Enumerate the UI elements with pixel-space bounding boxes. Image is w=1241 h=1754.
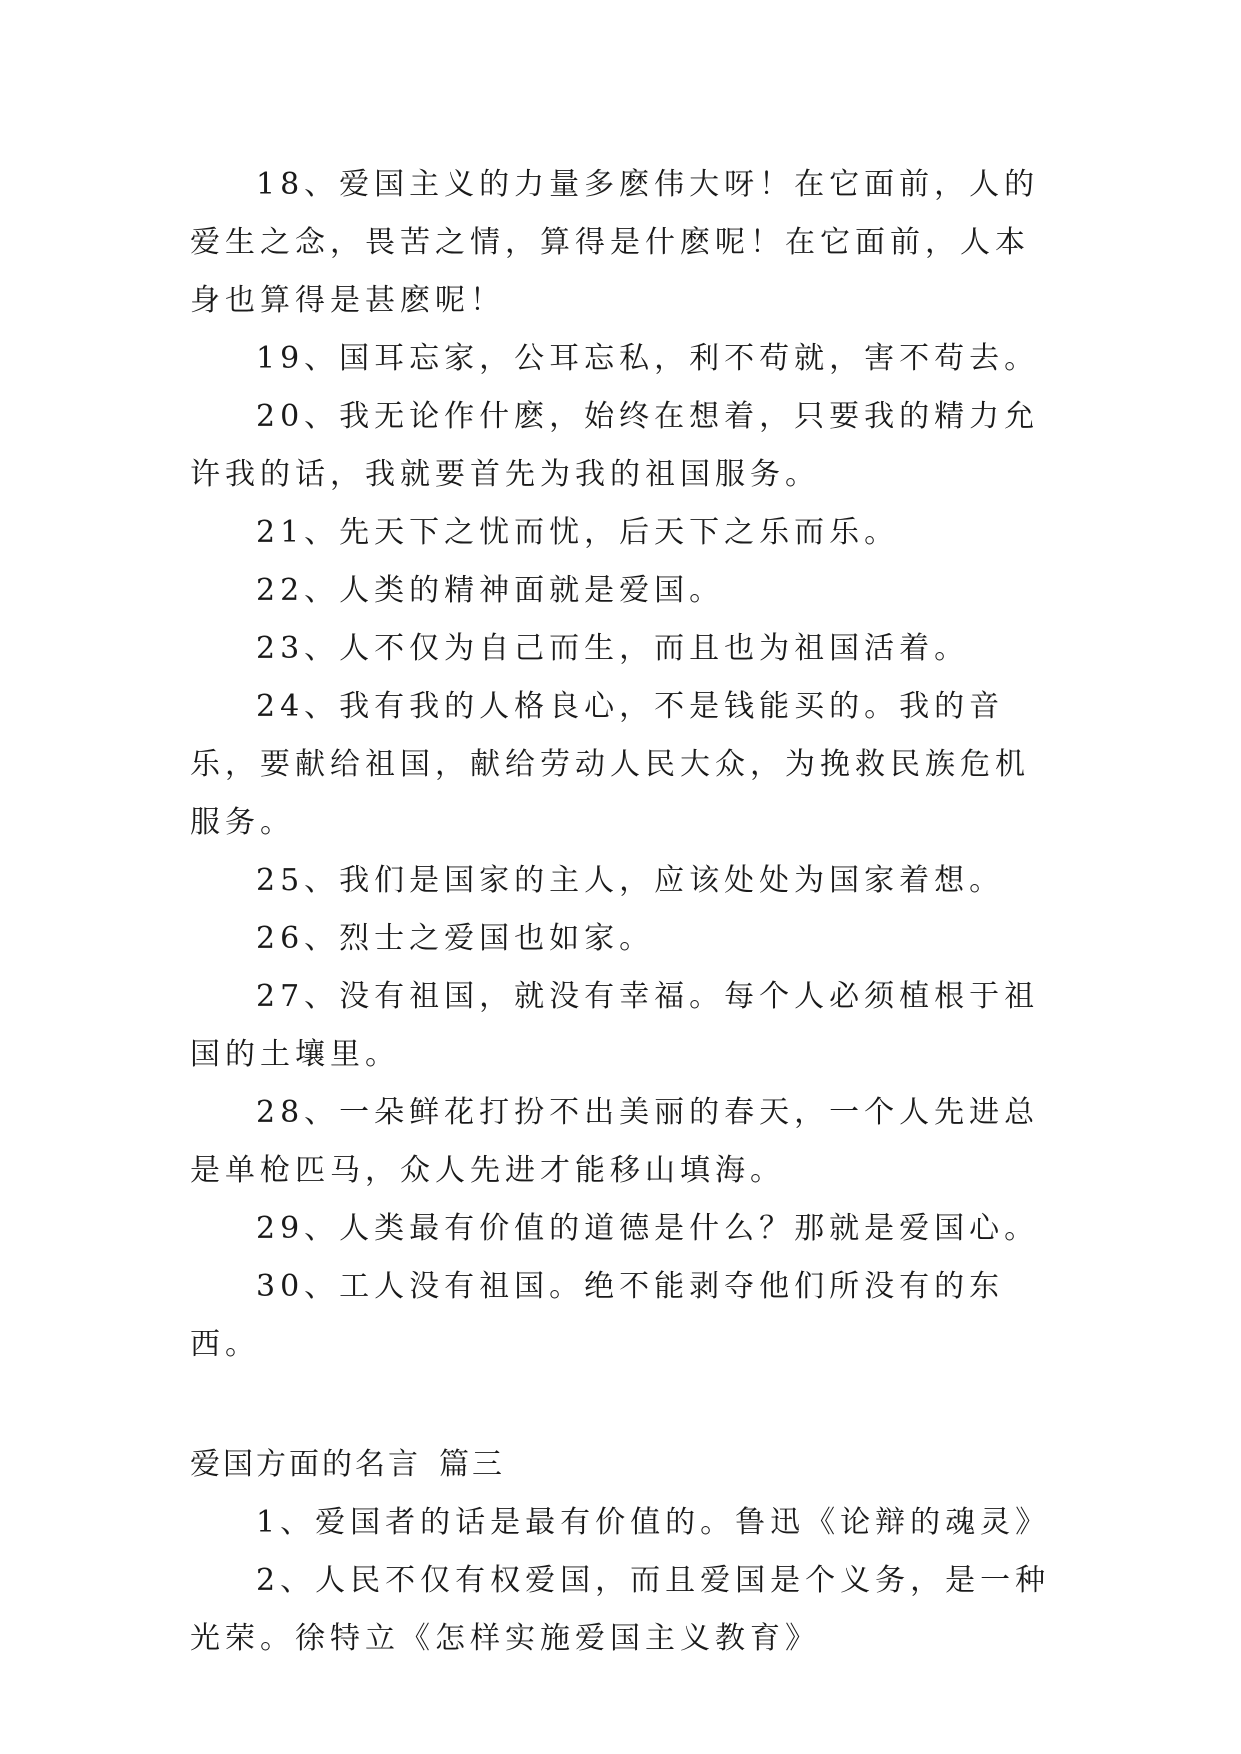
quote-26: 26、烈士之爱国也如家。 [256,921,655,956]
quote-21: 21、先天下之忧而忧，后天下之乐而乐。 [256,515,900,550]
quote-28: 28、一朵鲜花打扮不出美丽的春天，一个人先进总是单枪匹马，众人先进才能移山填海。 [190,1095,1040,1188]
quote-29: 29、人类最有价值的道德是什么？那就是爱国心。 [256,1211,1040,1246]
quote-19: 19、国耳忘家，公耳忘私，利不苟就，害不苟去。 [256,341,1040,376]
quote-22: 22、人类的精神面就是爱国。 [256,573,725,608]
quote-24: 24、我有我的人格良心，不是钱能买的。我的音乐，要献给祖国，献给劳动人民大众，为挽救民族危机服务。 [190,689,1030,840]
quote-27: 27、没有祖国，就没有幸福。每个人必须植根于祖国的土壤里。 [190,979,1040,1072]
quote-20: 20、我无论作什麽，始终在想着，只要我的精力允许我的话，我就要首先为我的祖国服务。 [190,399,1040,492]
quote-list-part-three [190,1494,1051,1668]
section-heading-part: 篇三 [439,1447,505,1482]
quote-list-part-two [190,156,1051,1374]
section-heading-title: 爱国方面的名言 [190,1447,421,1482]
section-heading [190,1436,1051,1494]
quote-2: 2、人民不仅有权爱国，而且爱国是个义务，是一种光荣。徐特立《怎样实施爱国主义教育》 [190,1563,1051,1656]
quote-30: 30、工人没有祖国。绝不能剥夺他们所没有的东西。 [190,1269,1005,1362]
quote-1: 1、爱国者的话是最有价值的。鲁迅《论辩的魂灵》 [256,1505,1051,1540]
quote-25: 25、我们是国家的主人，应该处处为国家着想。 [256,863,1005,898]
quote-23: 23、人不仅为自己而生，而且也为祖国活着。 [256,631,970,666]
quote-18: 18、爱国主义的力量多麽伟大呀！在它面前，人的爱生之念，畏苦之情，算得是什麽呢！在它面前，人本身也算得是甚麽呢！ [190,167,1040,318]
